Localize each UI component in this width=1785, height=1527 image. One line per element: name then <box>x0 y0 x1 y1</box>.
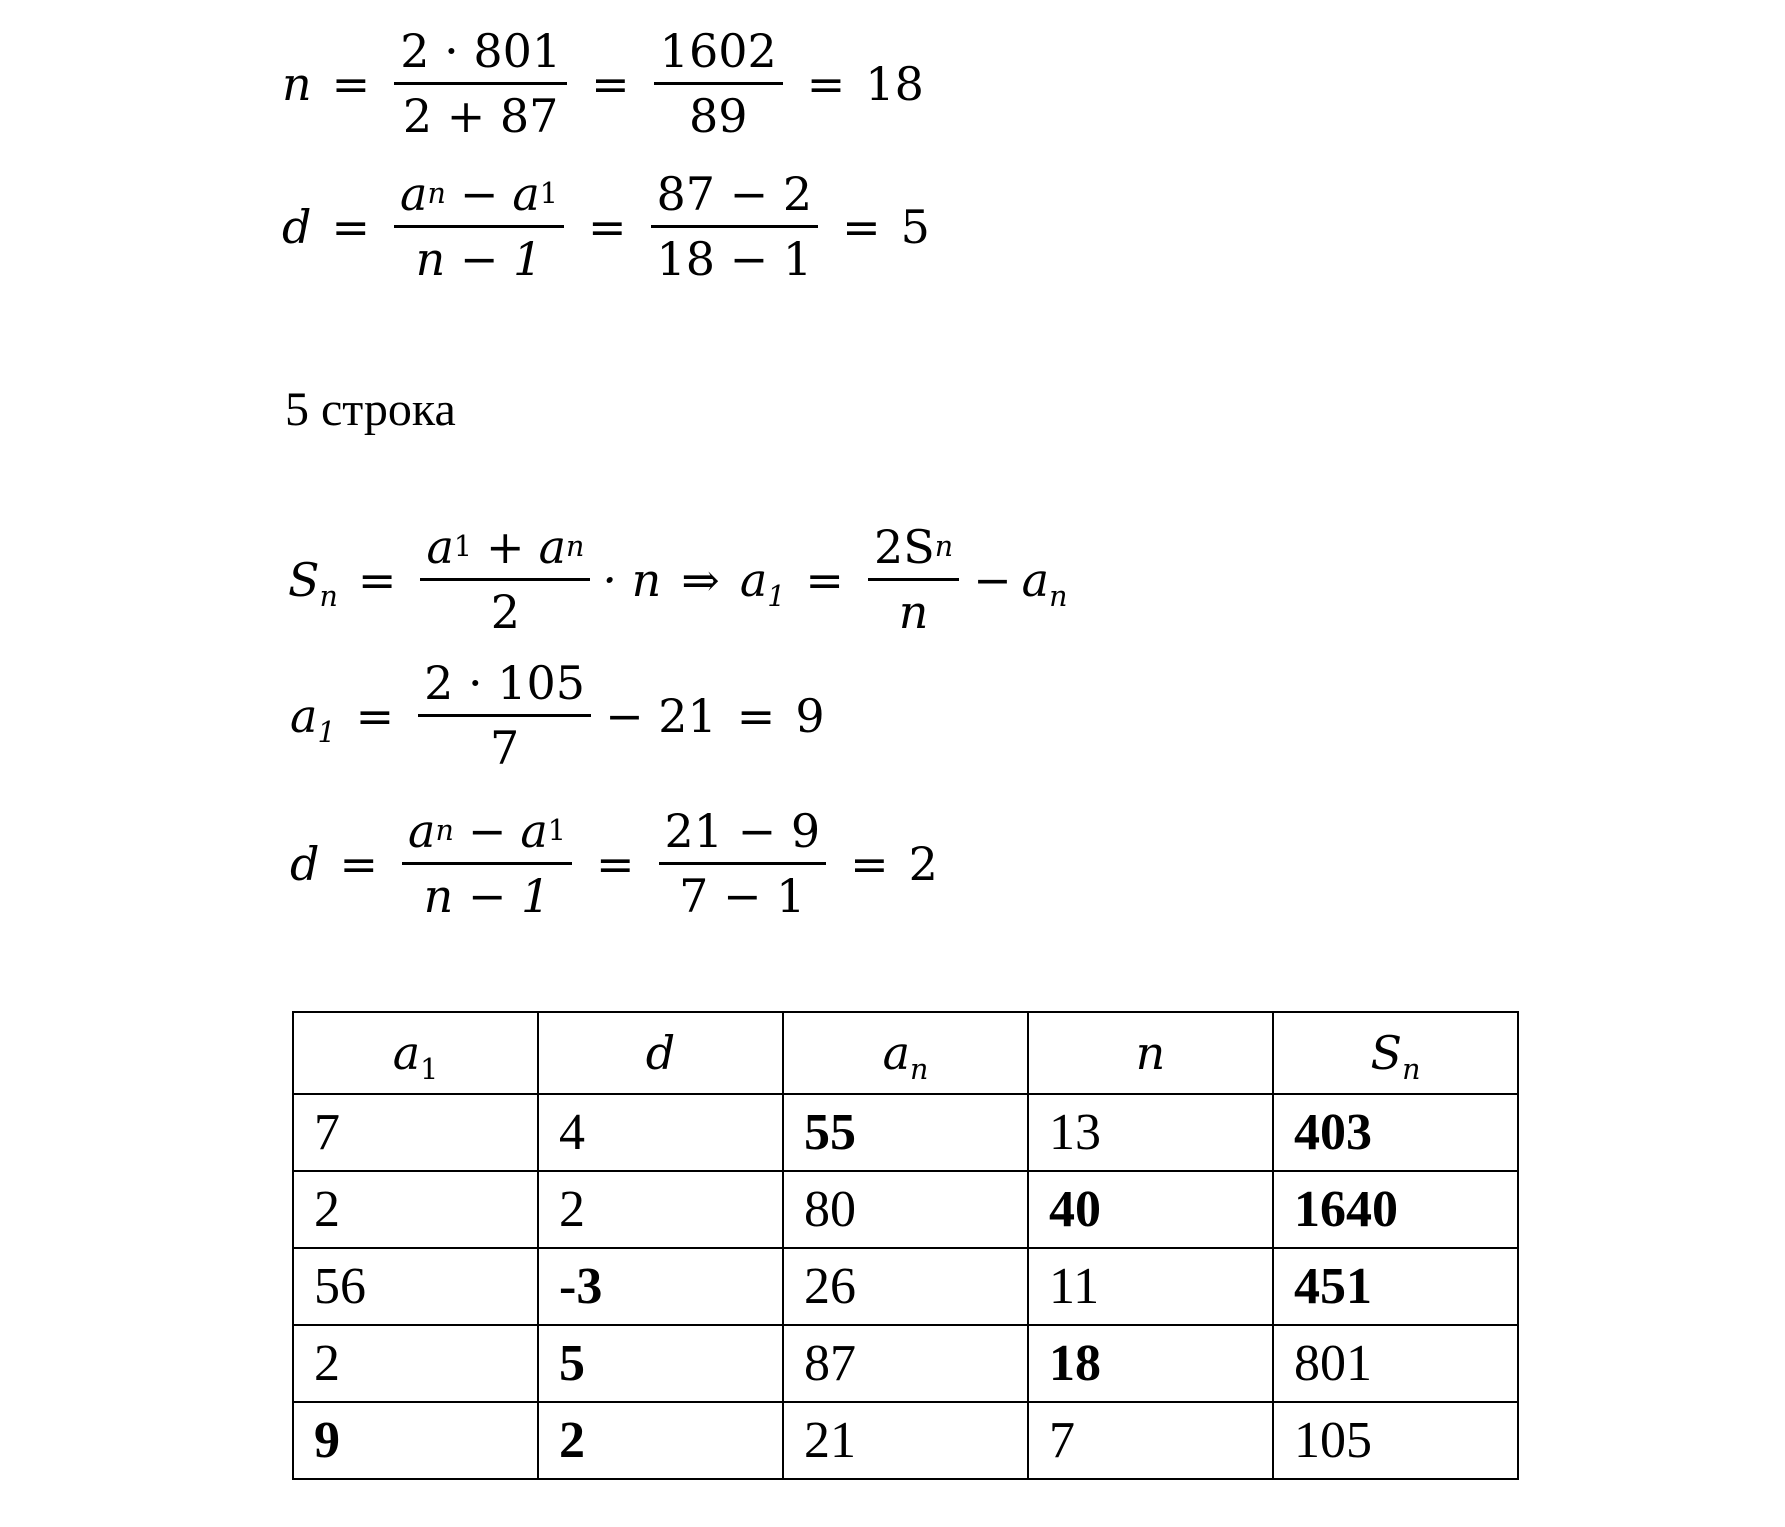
eq1-lhs: n <box>282 56 312 111</box>
equation-n <box>282 20 924 147</box>
var-a: a <box>426 520 454 574</box>
eq1-fraction-1 <box>394 20 567 147</box>
equals-sign: = <box>806 56 846 111</box>
eq3-denominator-1: 2 <box>490 585 521 639</box>
var-s: S <box>288 552 320 607</box>
equals-sign: = <box>331 199 370 254</box>
eq3-times-n: · n <box>602 552 662 607</box>
table-cell: 801 <box>1273 1325 1518 1402</box>
table-cell: 7 <box>293 1094 538 1171</box>
subscript: n <box>1049 579 1068 613</box>
minus-sign: − <box>467 804 507 858</box>
eq3-fraction-2 <box>868 516 959 643</box>
table-cell: 13 <box>1028 1094 1273 1171</box>
eq4-lhs <box>290 688 336 749</box>
eq1-fraction-2 <box>654 20 783 147</box>
table-cell: 87 <box>783 1325 1028 1402</box>
table-cell: 21 <box>783 1402 1028 1479</box>
table-cell: 18 <box>1028 1325 1273 1402</box>
var-a: a <box>512 167 540 221</box>
eq5-lhs: d <box>290 836 320 891</box>
var-a: a <box>1021 552 1050 607</box>
header-an: $a_n$ <box>783 1012 1028 1094</box>
table-cell: 40 <box>1028 1171 1273 1248</box>
table-cell: 2 <box>538 1171 783 1248</box>
eq3-numerator-1: a 1 + a n <box>426 520 585 574</box>
var-a: a <box>400 167 428 221</box>
table-row <box>293 1094 1518 1171</box>
table-cell: 2 <box>293 1325 538 1402</box>
eq2-lhs: d <box>282 199 312 254</box>
equals-sign: = <box>587 199 627 254</box>
eq4-fraction <box>418 652 591 779</box>
table-cell: 7 <box>1028 1402 1273 1479</box>
table-body <box>293 1094 1518 1479</box>
equals-sign: = <box>339 836 378 891</box>
eq3-numerator-2: 2S n <box>873 520 954 574</box>
equals-sign: = <box>357 552 397 607</box>
table-cell: 105 <box>1273 1402 1518 1479</box>
table-cell: 11 <box>1028 1248 1273 1325</box>
header-n: n <box>1028 1012 1273 1094</box>
minus-sign: − <box>973 552 1012 607</box>
eq4-result: 9 <box>795 688 825 743</box>
subscript: 1 <box>317 715 336 749</box>
table-header-row <box>293 1012 1518 1094</box>
var-a: a <box>739 552 768 607</box>
equals-sign: = <box>850 836 889 891</box>
table-row <box>293 1171 1518 1248</box>
eq3-rhs-lhs <box>739 552 786 613</box>
eq1-numerator-1: 2 · 801 <box>400 24 562 78</box>
subscript: n <box>319 579 338 613</box>
table-cell: 56 <box>293 1248 538 1325</box>
table-cell: 26 <box>783 1248 1028 1325</box>
table-cell: 80 <box>783 1171 1028 1248</box>
table-cell: 4 <box>538 1094 783 1171</box>
equals-sign: = <box>355 688 395 743</box>
eq5-denominator-1: n − 1 <box>423 869 551 923</box>
eq2-numerator-2: 87 − 2 <box>656 167 813 221</box>
header-sn: $S_n$ <box>1273 1012 1518 1094</box>
eq3-denominator-2: n <box>898 585 929 639</box>
eq2-numerator-1: a n − a 1 <box>400 167 558 221</box>
term-2s: 2S <box>873 520 935 574</box>
table-cell: 55 <box>783 1094 1028 1171</box>
equals-sign: = <box>591 56 630 111</box>
eq4-denominator: 7 <box>489 721 520 775</box>
section-heading: 5 строка <box>285 383 456 436</box>
eq5-denominator-2: 7 − 1 <box>679 869 806 923</box>
table-cell: -3 <box>538 1248 783 1325</box>
eq2-fraction-1 <box>394 163 564 290</box>
eq4-tail: − 21 <box>605 688 717 743</box>
minus-sign: − <box>459 167 499 221</box>
table-cell: 403 <box>1273 1094 1518 1171</box>
eq5-numerator-1: a n − a 1 <box>408 804 566 858</box>
eq2-fraction-2 <box>651 163 819 290</box>
implies-sign: ⇒ <box>681 552 720 607</box>
eq3-lhs <box>288 552 338 613</box>
progression-table <box>292 1011 1519 1480</box>
header-d: d <box>538 1012 783 1094</box>
plus-sign: + <box>486 520 525 574</box>
eq3-fraction-1 <box>420 516 590 643</box>
eq1-result: 18 <box>865 56 924 111</box>
eq5-numerator-2: 21 − 9 <box>664 804 821 858</box>
eq2-result: 5 <box>900 199 930 254</box>
eq4-numerator: 2 · 105 <box>424 656 586 710</box>
equation-d-second <box>290 800 938 927</box>
equation-sum-formula <box>288 516 1067 643</box>
eq5-fraction-2 <box>659 800 827 927</box>
equals-sign: = <box>805 552 844 607</box>
header-a1: $a_1$ <box>293 1012 538 1094</box>
table-row <box>293 1325 1518 1402</box>
table-cell: 1640 <box>1273 1171 1518 1248</box>
equals-sign: = <box>331 56 371 111</box>
eq1-denominator-2: 89 <box>688 89 748 143</box>
table-cell: 9 <box>293 1402 538 1479</box>
table-row <box>293 1402 1518 1479</box>
equals-sign: = <box>842 199 881 254</box>
var-a: a <box>538 520 567 574</box>
table-cell: 5 <box>538 1325 783 1402</box>
eq2-denominator-1: n − 1 <box>415 232 543 286</box>
table-cell: 2 <box>538 1402 783 1479</box>
eq5-fraction-1 <box>402 800 572 927</box>
var-a: a <box>408 804 436 858</box>
eq5-result: 2 <box>908 836 938 891</box>
equation-a1 <box>290 652 825 779</box>
var-a: a <box>290 688 318 743</box>
table-cell: 451 <box>1273 1248 1518 1325</box>
equals-sign: = <box>736 688 776 743</box>
eq3-rhs-tail <box>1021 552 1068 613</box>
table-cell: 2 <box>293 1171 538 1248</box>
var-a: a <box>520 804 548 858</box>
eq1-numerator-2: 1602 <box>659 24 777 78</box>
table-row <box>293 1248 1518 1325</box>
eq1-denominator-1: 2 + 87 <box>402 89 559 143</box>
eq2-denominator-2: 18 − 1 <box>656 232 813 286</box>
equation-d-first <box>282 163 930 290</box>
equals-sign: = <box>595 836 635 891</box>
subscript: 1 <box>767 579 786 613</box>
